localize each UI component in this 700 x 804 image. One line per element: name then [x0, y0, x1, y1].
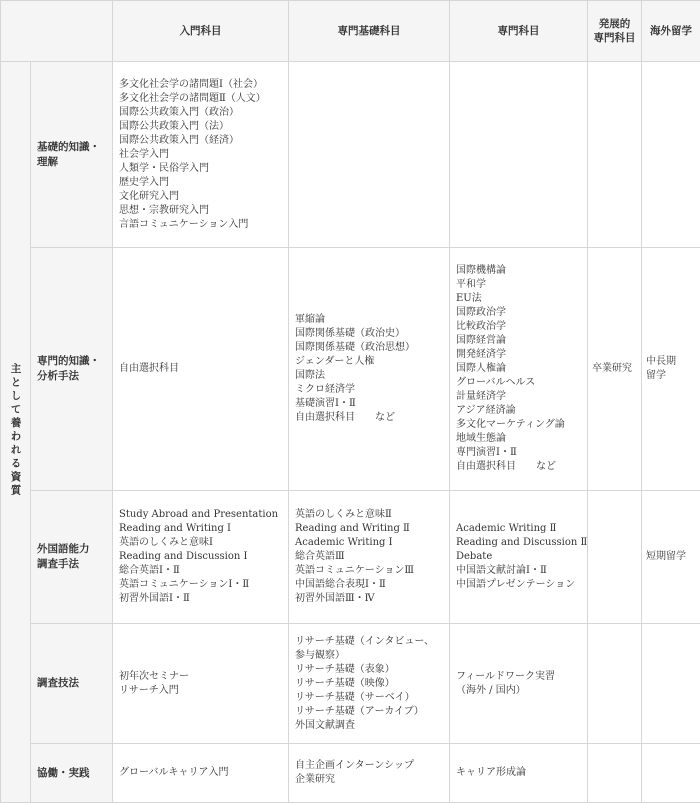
col-header-special: 専門科目	[450, 1, 588, 62]
list-item: キャリア形成論	[456, 767, 526, 778]
list-item: 国際公共政策入門（政治）	[119, 106, 239, 118]
list-item: Reading and Writing Ⅱ	[295, 523, 410, 534]
list-item: 自由選択科目 など	[295, 412, 395, 423]
cell-abroad	[642, 62, 700, 248]
table-row	[1, 491, 700, 624]
abroad-line1: 中長期	[646, 356, 676, 367]
list-item: 英語のしくみと意味Ⅱ	[295, 509, 392, 520]
list-item: リサーチ基礎（アーカイブ）	[295, 705, 424, 717]
list-item: 国際政治学	[456, 307, 506, 318]
list-item: フィールドワーク実習	[456, 670, 555, 682]
row-label	[31, 624, 113, 744]
list-item: リサーチ基礎（サーベイ）	[295, 691, 415, 703]
list-item: グローバルヘルス	[456, 377, 536, 388]
cell-basic	[289, 624, 450, 744]
list-item: 初習外国語Ⅰ・Ⅱ	[119, 593, 190, 604]
list-item: 自由選択科目 など	[456, 461, 556, 472]
row-label-line2: 調査手法	[37, 558, 79, 570]
list-item: 国際公共政策入門（法）	[119, 120, 229, 132]
list-item: リサーチ基礎（インタビュー、	[295, 635, 434, 647]
row-label-line1: 基礎的知識・	[37, 140, 100, 153]
col-header-advanced-line2: 専門科目	[593, 32, 636, 44]
list-item: ジェンダーと人権	[295, 356, 375, 367]
table-row	[1, 624, 700, 744]
list-item: Reading and Writing Ⅰ	[119, 523, 232, 534]
list-item: 初習外国語Ⅲ・Ⅳ	[295, 593, 375, 604]
list-item: アジア経済論	[456, 405, 516, 416]
col-header-basic: 専門基礎科目	[289, 1, 450, 62]
row-label-line1: 外国語能力	[37, 543, 90, 555]
list-item: 多文化社会学の諸問題Ⅰ（社会）	[119, 78, 263, 90]
list-item: 歴史学入門	[119, 176, 169, 188]
list-item: 国際法	[295, 370, 325, 381]
col-header-advanced	[588, 1, 642, 62]
cell-abroad	[642, 248, 700, 491]
list-item: 外国文献調査	[295, 719, 355, 731]
row-label-line2: 理解	[37, 155, 58, 168]
list-item: 国際機構論	[456, 265, 506, 276]
cell-special	[450, 491, 588, 624]
list-item: 初年次セミナー	[119, 670, 189, 682]
list-item: 多文化マーケティング論	[456, 419, 565, 430]
list-item: 基礎演習Ⅰ・Ⅱ	[295, 398, 356, 409]
list-item: Academic Writing Ⅰ	[295, 537, 393, 548]
abroad-line2: 留学	[646, 370, 666, 381]
list-item: Reading and Discussion Ⅰ	[119, 551, 248, 562]
cell-advanced	[588, 624, 642, 744]
list-item: （海外 / 国内）	[456, 684, 526, 696]
row-label	[31, 491, 113, 624]
list-item: 国際関係基礎（政治史）	[295, 328, 405, 339]
list-item: 英語コミュニケーションⅢ	[295, 565, 415, 576]
list-item: リサーチ基礎（映像）	[295, 677, 395, 689]
cell-advanced	[588, 491, 642, 624]
list-item: 開発経済学	[456, 349, 506, 360]
cell-special	[450, 744, 588, 803]
list-item: 地域生態論	[456, 433, 506, 444]
header-row	[1, 1, 700, 62]
cell-intro	[113, 248, 289, 491]
cell-advanced	[588, 62, 642, 248]
cell-special	[450, 62, 588, 248]
col-header-intro: 入門科目	[113, 1, 289, 62]
row-label-line1: 協働・実践	[37, 766, 90, 779]
list-item: 国際経営論	[456, 335, 506, 346]
list-item: 言語コミュニケーション入門	[119, 218, 249, 230]
cell-special	[450, 624, 588, 744]
cell-basic	[289, 744, 450, 803]
cell-basic	[289, 491, 450, 624]
list-item: リサーチ基礎（表象）	[295, 663, 395, 675]
list-item: 文化研究入門	[119, 190, 179, 202]
col-header-abroad: 海外留学	[642, 1, 700, 62]
list-item: 企業研究	[295, 774, 335, 785]
list-item: 平和学	[456, 279, 486, 290]
list-item: 総合英語Ⅲ	[295, 551, 345, 562]
list-item: リサーチ入門	[119, 684, 179, 696]
list-item: Debate	[456, 551, 493, 562]
list-item: 中国語文献討論Ⅰ・Ⅱ	[456, 565, 547, 576]
cell-basic	[289, 62, 450, 248]
cell-abroad	[642, 744, 700, 803]
list-item: グローバルキャリア入門	[119, 767, 229, 778]
list-item: 中国語プレゼンテーション	[456, 579, 576, 590]
list-item: 人類学・民俗学入門	[119, 162, 209, 174]
list-item: 国際関係基礎（政治思想）	[295, 342, 415, 353]
list-item: 自由選択科目	[119, 363, 179, 374]
cell-basic	[289, 248, 450, 491]
row-label	[31, 248, 113, 491]
cell-intro	[113, 491, 289, 624]
list-item: Reading and Discussion Ⅱ	[456, 537, 588, 548]
row-label-line1: 調査技法	[37, 677, 79, 689]
table-row	[1, 62, 700, 248]
outer-label: 主として養われる資質	[9, 362, 22, 498]
cell-intro	[113, 624, 289, 744]
list-item: 計量経済学	[456, 391, 506, 402]
outer-label-cell	[1, 62, 31, 803]
corner-cell	[1, 1, 113, 62]
list-item: 思想・宗教研究入門	[119, 204, 209, 216]
cell-special	[450, 248, 588, 491]
list-item: 英語のしくみと意味Ⅰ	[119, 537, 213, 548]
list-item: 国際公共政策入門（経済）	[119, 134, 239, 146]
list-item: 英語コミュニケーションⅠ・Ⅱ	[119, 579, 250, 590]
cell-advanced: 卒業研究	[588, 248, 642, 491]
list-item: 自主企画インターンシップ	[295, 760, 414, 771]
cell-abroad	[642, 624, 700, 744]
cell-abroad: 短期留学	[642, 491, 700, 624]
list-item: 軍縮論	[295, 314, 325, 325]
list-item: 中国語総合表現Ⅰ・Ⅱ	[295, 579, 386, 590]
row-label	[31, 62, 113, 248]
table-row	[1, 248, 700, 491]
col-header-advanced-line1: 発展的	[598, 18, 631, 30]
list-item: 国際人権論	[456, 363, 506, 374]
list-item: 社会学入門	[119, 148, 169, 160]
list-item: 比較政治学	[456, 321, 506, 332]
cell-advanced	[588, 744, 642, 803]
list-item: 多文化社会学の諸問題Ⅱ（人文）	[119, 92, 266, 104]
list-item: EU法	[456, 293, 482, 304]
cell-intro	[113, 62, 289, 248]
list-item: 専門演習Ⅰ・Ⅱ	[456, 447, 517, 458]
list-item: Academic Writing Ⅱ	[456, 523, 557, 534]
row-label	[31, 744, 113, 803]
table-row	[1, 744, 700, 803]
list-item: ミクロ経済学	[295, 384, 355, 395]
cell-intro	[113, 744, 289, 803]
row-label-line2: 分析手法	[37, 370, 79, 382]
list-item: 参与観察）	[295, 649, 345, 661]
list-item: Study Abroad and Presentation	[119, 509, 279, 520]
row-label-line1: 専門的知識・	[37, 355, 100, 367]
list-item: 総合英語Ⅰ・Ⅱ	[119, 565, 180, 576]
